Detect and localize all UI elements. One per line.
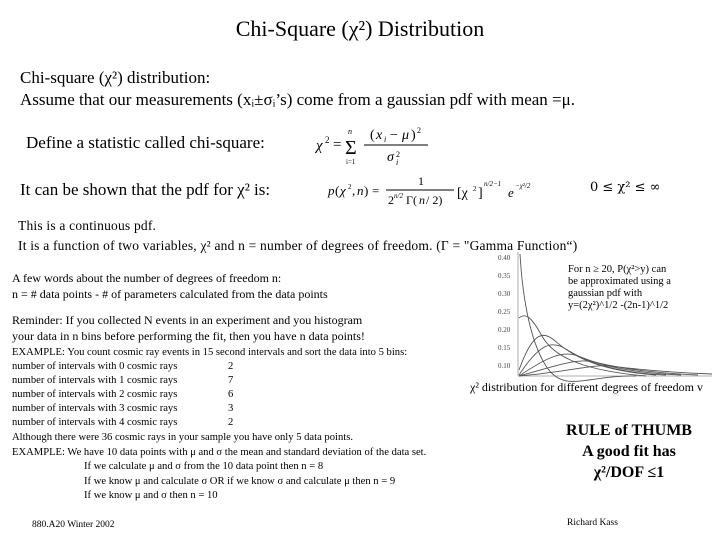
svg-text:n: n [419, 193, 425, 207]
svg-text:): ) [411, 128, 416, 143]
rule-of-thumb [548, 420, 710, 483]
function-text: It is a function of two variables, χ² and n = number of degrees of freedom. (Γ = "Gamma Function“) [18, 238, 578, 253]
reminder-line-2: your data in n bins before performing the fit, then you have n data points! [12, 329, 365, 343]
svg-text:[χ: [χ [457, 186, 468, 201]
approx-line-1: For n ≥ 20, P(χ²>y) can [568, 264, 667, 275]
svg-text:2: 2 [396, 150, 400, 159]
svg-text:2: 2 [325, 135, 330, 145]
svg-text:i=1: i=1 [346, 158, 356, 166]
svg-text:=: = [333, 137, 342, 153]
dof-line-1: A few words about the number of degrees of freedom n: [12, 271, 282, 285]
ytick-label: 0.20 [498, 326, 511, 334]
svg-text:=: = [372, 183, 380, 198]
ytick-label: 0.40 [498, 254, 511, 262]
svg-text:n: n [357, 183, 364, 198]
svg-text:n/2: n/2 [394, 192, 403, 200]
svg-text:n: n [348, 127, 352, 136]
ytick-label: 0.15 [498, 344, 511, 352]
example1-row-4: number of intervals with 4 cosmic rays [12, 417, 178, 428]
example1-header: EXAMPLE: You count cosmic ray events in 15 second intervals and sort the data into 5 bins: [12, 347, 408, 358]
example1-row-1: number of intervals with 1 cosmic rays [12, 375, 178, 386]
svg-text:): ) [364, 183, 369, 198]
ytick-label: 0.10 [498, 362, 511, 370]
svg-text:1: 1 [418, 174, 424, 188]
continuous-text: This is a continuous pdf. [18, 218, 157, 233]
rule-line-3: χ²/DOF ≤1 [593, 464, 665, 481]
ytick-label: 0.35 [498, 272, 511, 280]
dof-line-2: n = # data points - # of parameters calculated from the data points [12, 287, 328, 301]
chisq-pdf-formula [326, 172, 531, 212]
svg-text:(: ( [370, 128, 375, 143]
svg-text:2: 2 [388, 193, 394, 207]
intro-line-2: Assume that our measurements (xᵢ±σᵢ’s) come from a gaussian pdf with mean =μ. [20, 90, 575, 109]
svg-text:/ 2): / 2) [426, 193, 443, 207]
example1-count-2: 6 [228, 389, 234, 400]
intro-line-1: Chi-square (χ²) distribution: [20, 68, 211, 87]
example1-row-3: number of intervals with 3 cosmic rays [12, 403, 178, 414]
example1-count-1: 7 [228, 375, 234, 386]
svg-text:p: p [328, 183, 335, 198]
example1-row-0: number of intervals with 0 cosmic rays [12, 361, 178, 372]
example1-row-2: number of intervals with 2 cosmic rays [12, 389, 178, 400]
ytick-label: 0.25 [498, 308, 511, 316]
example2-header: EXAMPLE: We have 10 data points with μ and σ the mean and standard deviation of the data set. [12, 447, 427, 458]
svg-text:2: 2 [417, 126, 421, 135]
rule-line-1: RULE of THUMB [566, 422, 692, 439]
svg-text:2: 2 [473, 185, 477, 193]
svg-text:n/2−1: n/2−1 [484, 180, 502, 188]
example1-summary: Although there were 36 cosmic rays in your sample you have only 5 data points. [12, 432, 353, 443]
svg-text:,: , [352, 183, 356, 198]
approx-line-4: y=(2χ²)^1/2 -(2n-1)^1/2 [568, 300, 669, 311]
reminder-line-1: Reminder: If you collected N events in an experiment and you histogram [12, 313, 363, 327]
example2-line-1: If we calculate μ and σ from the 10 data point then n = 8 [84, 461, 324, 472]
page-title: Chi-Square (χ²) Distribution [235, 16, 485, 41]
svg-text:e: e [508, 185, 514, 200]
ytick-label: 0.30 [498, 290, 511, 298]
svg-text:i: i [384, 135, 387, 144]
rule-line-2: A good fit has [582, 443, 676, 460]
example1-count-0: 2 [228, 361, 234, 372]
define-chisq-text: Define a statistic called chi-square: [26, 133, 265, 152]
footer-course: 880.A20 Winter 2002 [32, 520, 115, 530]
gaussian-approx-note [566, 264, 673, 312]
approx-line-2: be approximated using a [568, 276, 671, 287]
svg-text:(: ( [335, 183, 340, 198]
svg-text:−: − [390, 128, 398, 143]
footer-author: Richard Kass [567, 518, 618, 528]
svg-text:Σ: Σ [345, 137, 357, 159]
plot-caption: χ² distribution for different degrees of freedom v [470, 380, 703, 394]
pdf-intro-text: It can be shown that the pdf for χ² is: [20, 180, 271, 199]
svg-text:2: 2 [348, 183, 352, 191]
svg-text:i: i [396, 158, 399, 167]
svg-text:μ: μ [402, 128, 410, 143]
example2-line-3: If we know μ and σ then n = 10 [84, 490, 218, 501]
svg-text:Γ(: Γ( [406, 193, 417, 207]
svg-text:x: x [376, 128, 383, 143]
svg-text:χ: χ [340, 183, 346, 198]
chisq-range: 0 ≤ χ² ≤ ∞ [590, 180, 661, 195]
svg-text:−χ²/2: −χ²/2 [515, 182, 531, 190]
svg-text:σ: σ [387, 150, 394, 165]
svg-text:χ: χ [316, 138, 323, 154]
example2-line-2: If we know μ and calculate σ OR if we know σ and calculate μ then n = 9 [84, 476, 396, 487]
svg-text:]: ] [478, 186, 483, 201]
example1-count-3: 3 [228, 403, 234, 414]
chisq-definition-formula [312, 118, 452, 168]
approx-line-3: gaussian pdf with [568, 288, 643, 299]
example1-count-4: 2 [228, 417, 234, 428]
